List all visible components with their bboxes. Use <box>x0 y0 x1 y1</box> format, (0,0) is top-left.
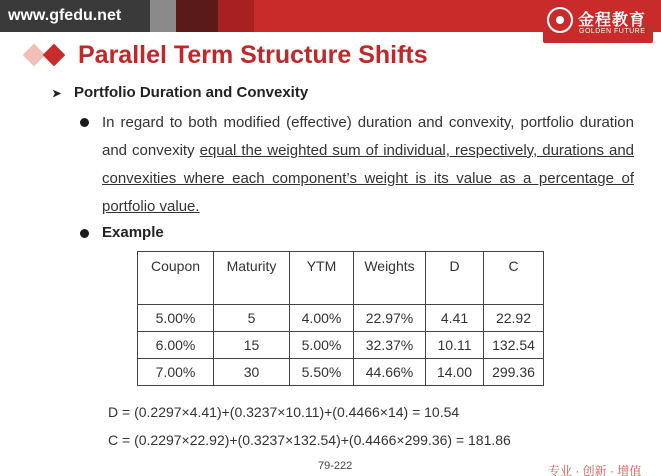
table-header: Weights <box>354 252 426 305</box>
section-heading <box>52 84 308 101</box>
page-number: 79-222 <box>318 460 353 472</box>
table-cell: 5.50% <box>290 359 354 386</box>
table-cell: 14.00 <box>426 359 484 386</box>
table-header: Maturity <box>214 252 290 305</box>
logo-text-en: GOLDEN FUTURE <box>579 28 646 35</box>
bullet-text: In regard to both modified (effective) duration and convexity, portfolio duration and convexity <box>102 114 634 159</box>
table-cell: 22.97% <box>354 305 426 332</box>
logo-mark-icon <box>547 7 573 33</box>
duration-formula: D = (0.2297×4.41)+(0.3237×10.11)+(0.4466×14) = 10.54 <box>108 404 460 420</box>
bullet-dot-icon <box>80 118 89 127</box>
table-cell: 7.00% <box>138 359 214 386</box>
bond-table <box>137 251 544 386</box>
table-cell: 30 <box>214 359 290 386</box>
table-row <box>138 359 544 386</box>
table-header: Coupon <box>138 252 214 305</box>
table-cell: 32.37% <box>354 332 426 359</box>
header-block <box>150 0 176 32</box>
section-heading-text: Portfolio Duration and Convexity <box>74 84 309 101</box>
table-cell: 44.66% <box>354 359 426 386</box>
site-url[interactable]: www.gfedu.net <box>0 0 150 32</box>
arrow-bullet-icon: ➤ <box>52 88 62 100</box>
table-row <box>138 305 544 332</box>
table-row <box>138 332 544 359</box>
table-header: D <box>426 252 484 305</box>
bullet-underlined-text: equal the weighted sum of individual, respectively, durations and convexities where each component’s weight is its value as a percentage of portfolio value. <box>102 142 635 215</box>
page-title: Parallel Term Structure Shifts <box>78 41 428 69</box>
logo-text-cn: 金程教育 <box>578 12 647 29</box>
table-header-row <box>138 252 544 305</box>
table-cell: 132.54 <box>484 332 544 359</box>
table-header: C <box>484 252 544 305</box>
title-diamond-icon <box>20 44 70 68</box>
example-label: Example <box>102 224 164 241</box>
bullet-dot-icon <box>80 229 89 238</box>
table-header: YTM <box>290 252 354 305</box>
logo <box>543 3 653 43</box>
table-cell: 4.41 <box>426 305 484 332</box>
bullet-paragraph <box>102 109 634 221</box>
convexity-formula: C = (0.2297×22.92)+(0.3237×132.54)+(0.4466×299.36) = 181.86 <box>108 432 511 448</box>
table-cell: 22.92 <box>484 305 544 332</box>
footer-slogan: 专业 · 创新 · 增值 <box>548 464 642 476</box>
table-cell: 10.11 <box>426 332 484 359</box>
header-block <box>218 0 254 32</box>
table-cell: 6.00% <box>138 332 214 359</box>
header-block <box>176 0 218 32</box>
table-cell: 5.00% <box>138 305 214 332</box>
table-cell: 5.00% <box>290 332 354 359</box>
table-cell: 5 <box>214 305 290 332</box>
table-cell: 15 <box>214 332 290 359</box>
table-cell: 299.36 <box>484 359 544 386</box>
table-cell: 4.00% <box>290 305 354 332</box>
